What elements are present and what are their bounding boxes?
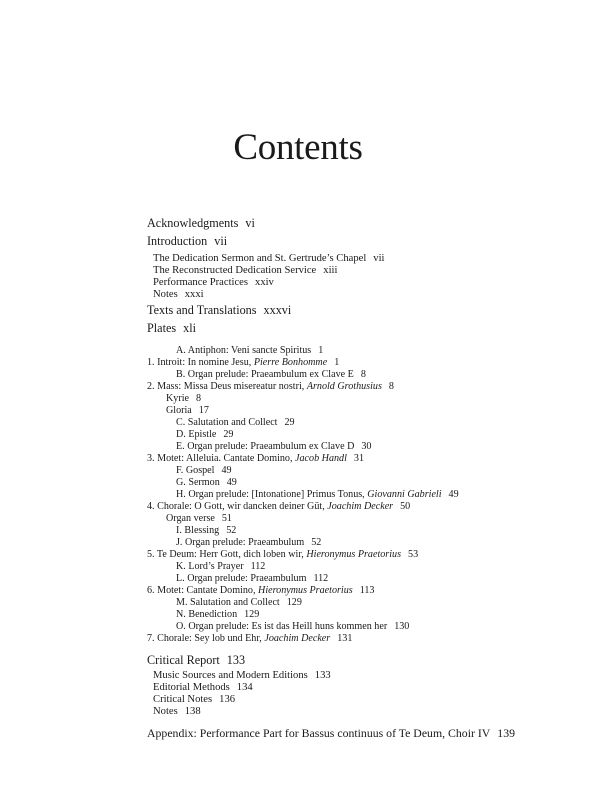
toc-entry-salutation-m[interactable] xyxy=(176,597,302,608)
toc-entry-title: Introduction xyxy=(147,234,208,248)
toc-entry-title: 2. Mass: Missa Deus misereatur nostri, xyxy=(147,381,305,392)
toc-entry-lords-prayer[interactable] xyxy=(176,561,265,572)
toc-entry-page: 112 xyxy=(313,573,329,584)
toc-entry-page: 130 xyxy=(394,621,410,632)
toc-entry-organ-prelude-j[interactable] xyxy=(176,537,321,548)
toc-entry-motet-alleluia[interactable] xyxy=(147,453,364,464)
toc-entry-antiphon[interactable] xyxy=(176,345,323,356)
toc-entry-salutation-c[interactable] xyxy=(176,417,295,428)
toc-entry-page: 139 xyxy=(497,726,515,740)
toc-entry-critical-notes[interactable] xyxy=(153,694,235,705)
toc-entry-page: xxiv xyxy=(255,277,274,288)
toc-entry-page: 112 xyxy=(250,561,266,572)
toc-entry-composer: Pierre Bonhomme xyxy=(253,357,328,368)
toc-entry-title: Music Sources and Modern Editions xyxy=(153,670,308,681)
page-title: Contents xyxy=(233,127,363,168)
toc-entry-title: C. Salutation and Collect xyxy=(176,417,278,428)
toc-entry-page: 49 xyxy=(221,465,232,476)
toc-entry-page: 31 xyxy=(353,453,364,464)
toc-entry-page: 29 xyxy=(223,429,234,440)
toc-entry-composer: Jacob Handl xyxy=(295,453,347,464)
toc-entry-title: 4. Chorale: O Gott, wir dancken deiner Güt, xyxy=(147,501,325,512)
toc-entry-chorale-sey-lob[interactable] xyxy=(147,633,352,644)
toc-entry-introduction[interactable] xyxy=(147,234,227,249)
toc-entry-title: The Dedication Sermon and St. Gertrude’s Chapel xyxy=(153,253,367,264)
toc-entry-page: xxxi xyxy=(184,289,204,300)
toc-entry-appendix[interactable] xyxy=(147,726,515,741)
toc-entry-page: 29 xyxy=(284,417,295,428)
toc-entry-organ-verse[interactable] xyxy=(166,513,232,524)
toc-entry-performance-practices[interactable] xyxy=(153,277,274,288)
toc-entry-page: 49 xyxy=(226,477,237,488)
toc-entry-benediction[interactable] xyxy=(176,609,259,620)
toc-entry-organ-prelude-h[interactable] xyxy=(176,489,459,500)
toc-entry-composer: Hieronymus Praetorius xyxy=(258,585,353,596)
toc-entry-page: 8 xyxy=(360,369,366,380)
toc-entry-page: 138 xyxy=(184,706,201,717)
toc-entry-page: 8 xyxy=(388,381,394,392)
toc-entry-title: D. Epistle xyxy=(176,429,217,440)
toc-entry-organ-prelude-l[interactable] xyxy=(176,573,328,584)
toc-entry-page: 51 xyxy=(221,513,232,524)
toc-entry-page: 129 xyxy=(286,597,302,608)
toc-entry-page: 133 xyxy=(314,670,331,681)
toc-entry-gloria[interactable] xyxy=(166,405,209,416)
toc-entry-title: Gloria xyxy=(166,405,192,416)
toc-entry-page: 1 xyxy=(318,345,324,356)
toc-entry-organ-prelude-o[interactable] xyxy=(176,621,409,632)
toc-entry-page: 1 xyxy=(334,357,340,368)
toc-entry-page: vii xyxy=(373,253,385,264)
toc-entry-title: Notes xyxy=(153,289,178,300)
toc-entry-title: 6. Motet: Cantate Domino, xyxy=(147,585,256,596)
toc-entry-title: Plates xyxy=(147,321,177,335)
toc-entry-page: 53 xyxy=(408,549,419,560)
toc-entry-page: vii xyxy=(214,234,228,248)
toc-entry-composer: Joachim Decker xyxy=(327,501,394,512)
toc-entry-composer: Arnold Grothusius xyxy=(306,381,382,392)
toc-entry-acknowledgments[interactable] xyxy=(147,216,255,231)
toc-entry-gospel[interactable] xyxy=(176,465,232,476)
toc-entry-mass[interactable] xyxy=(147,381,394,392)
toc-entry-page: 52 xyxy=(311,537,322,548)
toc-entry-page: 8 xyxy=(195,393,202,404)
toc-entry-page: 133 xyxy=(226,653,246,667)
toc-entry-title: The Reconstructed Dedication Service xyxy=(153,265,317,276)
toc-entry-introit[interactable] xyxy=(147,357,339,368)
toc-entry-title: Critical Notes xyxy=(153,694,213,705)
toc-entry-page: xiii xyxy=(323,265,338,276)
toc-entry-page: 131 xyxy=(337,633,353,644)
toc-entry-page: xxxvi xyxy=(263,303,292,317)
toc-entry-title: Organ verse xyxy=(166,513,215,524)
toc-entry-page: 134 xyxy=(236,682,253,693)
toc-entry-page: 49 xyxy=(448,489,459,500)
toc-entry-title: G. Sermon xyxy=(176,477,220,488)
toc-entry-sermon[interactable] xyxy=(176,477,237,488)
toc-entry-title: M. Salutation and Collect xyxy=(176,597,280,608)
toc-entry-motet-cantate[interactable] xyxy=(147,585,374,596)
toc-entry-title: Kyrie xyxy=(166,393,189,404)
toc-entry-editorial-methods[interactable] xyxy=(153,682,253,693)
toc-entry-title: O. Organ prelude: Es ist das Heill huns kommen her xyxy=(176,621,388,632)
toc-entry-page: 136 xyxy=(219,694,236,705)
toc-entry-reconstructed-service[interactable] xyxy=(153,265,337,276)
toc-entry-page: 113 xyxy=(359,585,375,596)
toc-entry-title: I. Blessing xyxy=(176,525,220,536)
toc-entry-page: vi xyxy=(245,216,255,230)
toc-entry-title: Notes xyxy=(153,706,178,717)
toc-entry-page: 129 xyxy=(244,609,260,620)
toc-entry-composer: Joachim Decker xyxy=(264,633,331,644)
toc-entry-plates[interactable] xyxy=(147,321,196,336)
toc-entry-title: Editorial Methods xyxy=(153,682,230,693)
toc-entry-title: L. Organ prelude: Praeambulum xyxy=(176,573,307,584)
toc-entry-page: xli xyxy=(183,321,196,335)
toc-entry-title: Critical Report xyxy=(147,653,220,667)
toc-entry-page: 52 xyxy=(226,525,237,536)
toc-entry-title: Performance Practices xyxy=(153,277,249,288)
toc-entry-page: 50 xyxy=(400,501,411,512)
toc-entry-title: H. Organ prelude: [Intonatione] Primus Tonus, xyxy=(176,489,365,500)
toc-entry-notes[interactable] xyxy=(153,289,204,300)
toc-entry-title: K. Lord’s Prayer xyxy=(176,561,244,572)
toc-entry-critical-report[interactable] xyxy=(147,653,245,668)
toc-entry-title: Acknowledgments xyxy=(147,216,239,230)
toc-entry-chorale-o-gott[interactable] xyxy=(147,501,410,512)
toc-entry-title: 7. Chorale: Sey lob und Ehr, xyxy=(147,633,262,644)
toc-entry-te-deum[interactable] xyxy=(147,549,418,560)
toc-entry-dedication-sermon[interactable] xyxy=(153,253,384,264)
toc-entry-title: 5. Te Deum: Herr Gott, dich loben wir, xyxy=(147,549,304,560)
toc-entry-music-sources[interactable] xyxy=(153,670,331,681)
toc-entry-title: N. Benediction xyxy=(176,609,238,620)
toc-entry-texts-translations[interactable] xyxy=(147,303,291,318)
toc-entry-blessing[interactable] xyxy=(176,525,236,536)
toc-entry-title: F. Gospel xyxy=(176,465,215,476)
toc-entry-title: Texts and Translations xyxy=(147,303,257,317)
toc-entry-title: J. Organ prelude: Praeambulum xyxy=(176,537,305,548)
toc-entry-kyrie[interactable] xyxy=(166,393,201,404)
toc-entry-page: 17 xyxy=(198,405,209,416)
toc-entry-report-notes[interactable] xyxy=(153,706,201,717)
toc-entry-organ-prelude-b[interactable] xyxy=(176,369,366,380)
toc-entry-title: E. Organ prelude: Praeambulum ex Clave D xyxy=(176,441,355,452)
toc-entry-composer: Giovanni Gabrieli xyxy=(367,489,442,500)
toc-entry-title: 1. Introit: In nomine Jesu, xyxy=(147,357,252,368)
toc-entry-epistle[interactable] xyxy=(176,429,233,440)
toc-entry-title: A. Antiphon: Veni sancte Spiritus xyxy=(176,345,312,356)
toc-entry-page: 30 xyxy=(361,441,372,452)
toc-entry-composer: Hieronymus Praetorius xyxy=(306,549,402,560)
toc-entry-organ-prelude-e[interactable] xyxy=(176,441,371,452)
toc-entry-title: 3. Motet: Alleluia. Cantate Domino, xyxy=(147,453,293,464)
toc-entry-title: Appendix: Performance Part for Bassus continuus of Te Deum, Choir IV xyxy=(147,726,491,740)
toc-entry-title: B. Organ prelude: Praeambulum ex Clave E xyxy=(176,369,354,380)
